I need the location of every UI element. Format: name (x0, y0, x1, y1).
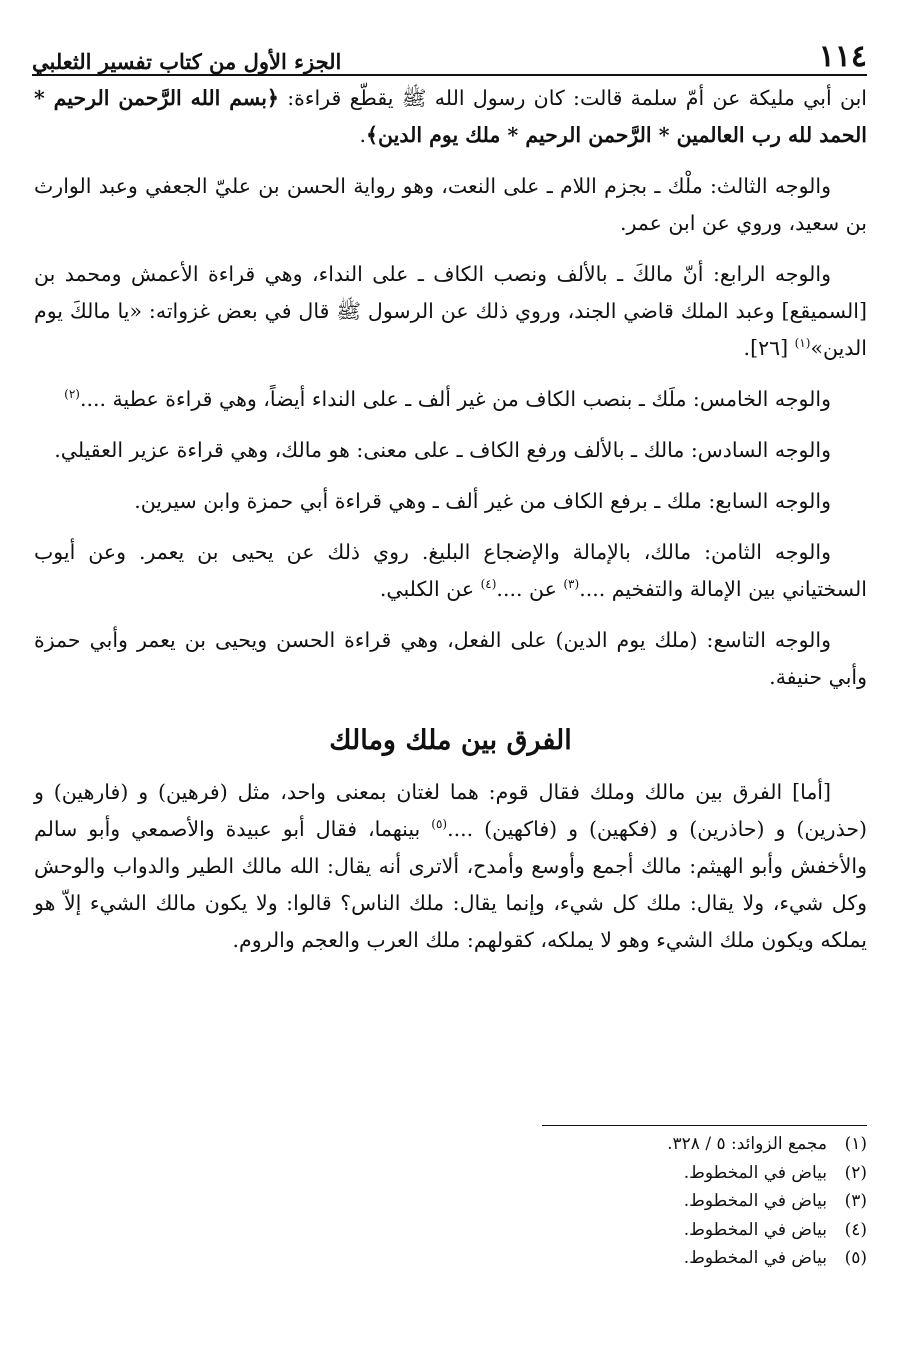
paragraph-seventh-reading (34, 483, 867, 520)
paragraph-continuation: عن .... (496, 577, 564, 601)
footnote-item (167, 1244, 867, 1273)
footnote-reference: (٣) (563, 577, 580, 592)
page-number: ١١٤ (818, 39, 867, 74)
page-header (32, 20, 867, 76)
paragraph-tail: عن الكلبي. (379, 577, 481, 601)
footnotes (167, 1130, 867, 1273)
main-text (34, 80, 867, 973)
footnote-item (167, 1130, 867, 1159)
footnote-reference: (١) (794, 336, 811, 351)
paragraph-fourth-reading (34, 256, 867, 367)
footnote-text: مجمع الزوائد: ٥ / ٣٢٨. (667, 1134, 827, 1154)
footnote-text: بياض في المخطوط. (683, 1248, 827, 1268)
paragraph-text: ابن أبي مليكة عن أمّ سلمة قالت: كان رسول الله ﷺ يقطّع قراءة: (278, 86, 867, 110)
paragraph-sixth-reading (34, 432, 867, 469)
footnote-item (167, 1216, 867, 1245)
paragraph-text: والوجه السابع: ملك ـ برفع الكاف من غير ألف ـ وهي قراءة أبي حمزة وابن سيرين. (134, 489, 831, 513)
footnote-text: بياض في المخطوط. (683, 1219, 827, 1240)
footnote-reference: (٤) (480, 577, 497, 592)
footnote-item (167, 1159, 867, 1188)
footnote-number: (٥) (844, 1248, 867, 1268)
paragraph-basmala (34, 80, 867, 154)
paragraph-text: والوجه السادس: مالك ـ بالألف ورفع الكاف ـ على معنى: هو مالك، وهي قراءة عزير العقيلي. (54, 438, 831, 462)
paragraph-text: والوجه التاسع: (ملك يوم الدين) على الفعل، وهي قراءة الحسن ويحيى بن يعمر وأبي حمزة وأبي حنيفة. (34, 628, 867, 689)
paragraph-difference (34, 774, 867, 959)
footnote-text: بياض في المخطوط. (683, 1162, 827, 1183)
footnote-number: (٣) (844, 1191, 867, 1211)
footnote-text: بياض في المخطوط. (683, 1191, 827, 1211)
paragraph-text: [أما] الفرق بين مالك وملك فقال قوم: هما لغتان بمعنى واحد، مثل (فرهين) و (فارهين) و (حذرين) و (حاذرين) و (فكهين) و (فاكهين) .... (34, 780, 867, 841)
footnote-divider (542, 1125, 867, 1126)
paragraph-third-reading (34, 168, 867, 242)
paragraph-tail: [٢٦]. (743, 336, 795, 360)
section-heading: الفرق بين ملك ومالك (329, 725, 572, 756)
paragraph-eighth-reading (34, 534, 867, 608)
footnote-number: (١) (844, 1134, 867, 1154)
footnote-number: (٤) (844, 1219, 867, 1240)
footnote-reference: (٥) (431, 817, 448, 832)
paragraph-text: والوجه الرابع: أنّ مالكَ ـ بالألف ونصب الكاف ـ على النداء، وهي قراءة الأعمش ومحمد بن [السميقع] وعبد الملك قاضي الجند، وروي ذلك عن الرسول ﷺ قال في بعض غزواته: «يا مالكَ يوم الدين» (34, 262, 867, 360)
paragraph-tail: . (359, 123, 367, 147)
paragraph-text: والوجه الخامس: ملَك ـ بنصب الكاف من غير ألف ـ على النداء أيضاً، وهي قراءة عطية .... (79, 387, 831, 411)
paragraph-ninth-reading (34, 622, 867, 696)
paragraph-text: والوجه الثالث: ملْك ـ بجزم اللام ـ على النعت، وهو رواية الحسن بن عليّ الجعفي وعبد الوارث بن سعيد، وروي عن ابن عمر. (34, 174, 867, 235)
paragraph-text: والوجه الثامن: مالك، بالإمالة والإضجاع البليغ. روي ذلك عن يحيى بن يعمر. وعن أيوب السختياني بين الإمالة والتفخيم .... (34, 540, 867, 601)
paragraph-tail: بينهما، فقال أبو عبيدة والأصمعي وأبو سالم والأخفش وأبو الهيثم: مالك أجمع وأوسع وأمدح، ألاترى أنه يقال: الله مالك الطير والدواب والوحش وكل شيء، ولا يقال: ملك كل شيء، وإنما يقال: ملك الناس؟ قالوا: ولا يكون مالك الشيء إلاّ هو يملكه ويكون ملك الشيء وهو لا يملكه، كقولهم: ملك العرب والعجم والروم. (34, 817, 867, 952)
running-title: الجزء الأول من كتاب تفسير الثعلبي (32, 49, 342, 74)
footnote-reference: (٢) (64, 387, 80, 402)
footnote-number: (٢) (844, 1162, 867, 1183)
quran-quote: ﴿بسم الله الرَّحمن الرحيم * الحمد لله رب العالمين * الرَّحمن الرحيم * ملك يوم الدين﴾ (34, 86, 867, 147)
paragraph-fifth-reading (34, 381, 867, 418)
footnote-item (167, 1187, 867, 1216)
